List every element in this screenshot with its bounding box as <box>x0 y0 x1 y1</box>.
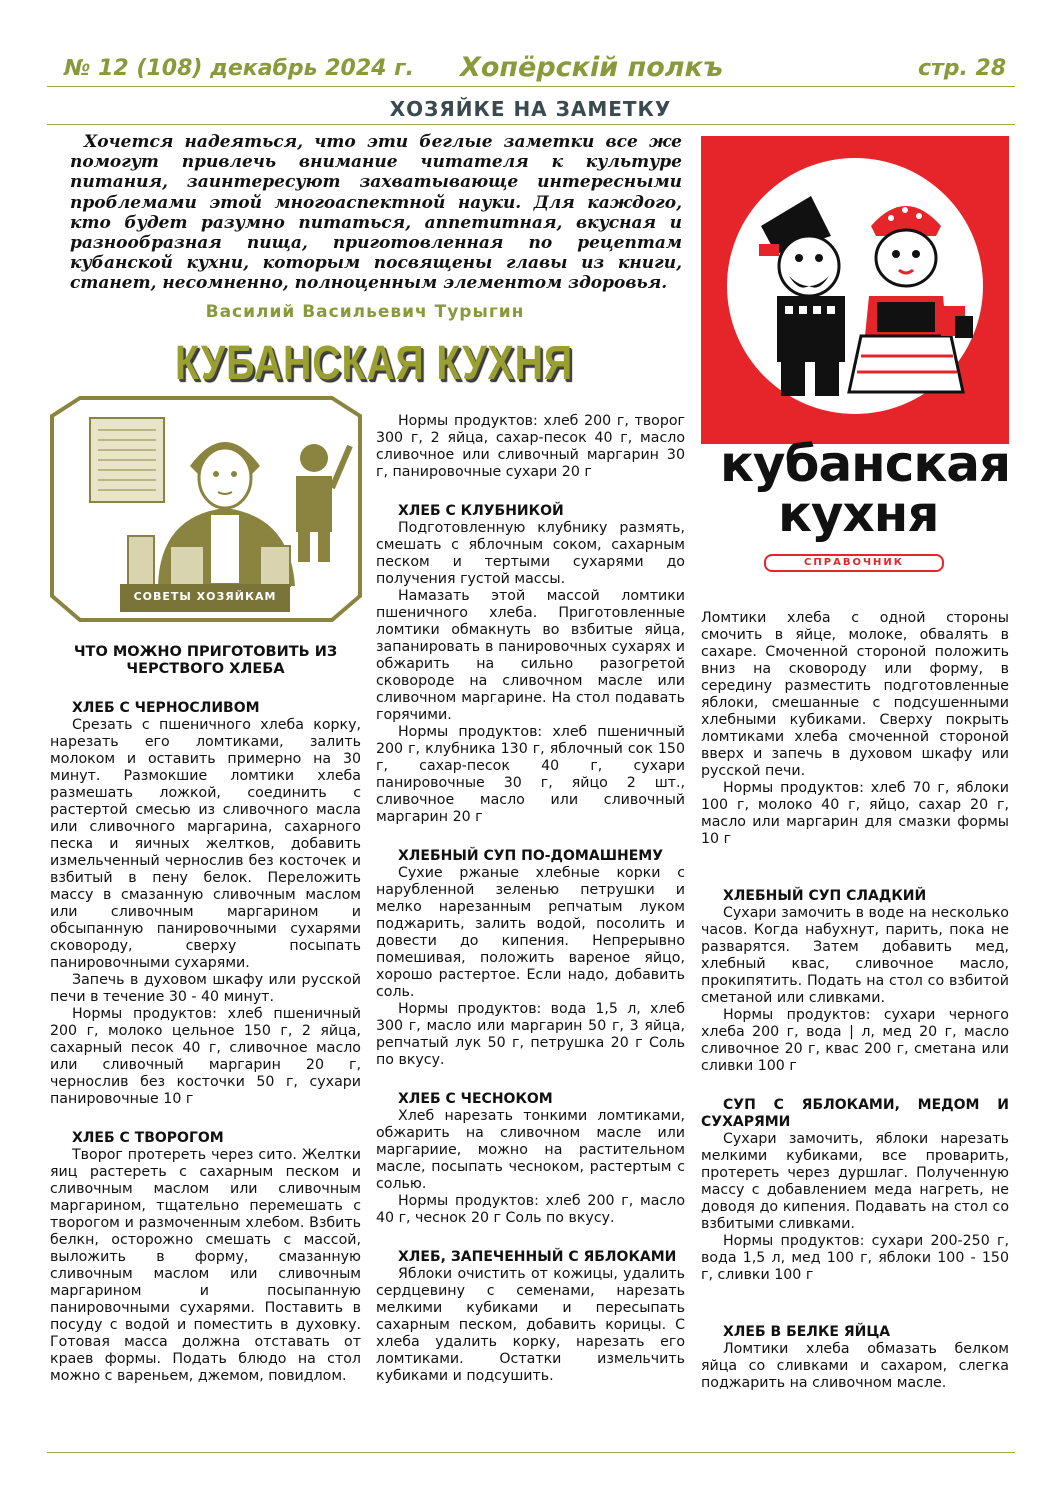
cover-title-line1: кубанская <box>720 435 1011 493</box>
recipe-title: СУП С ЯБЛОКАМИ, МЕДОМ И СУХАРЯМИ <box>701 1097 1009 1130</box>
column-3 <box>701 610 1009 1392</box>
column-2 <box>376 413 685 1385</box>
newspaper-name: Хопёрскій полкъ <box>460 52 724 83</box>
recipe-text: Ломтики хлеба обмазать белком яйца со сливками и сахаром, слегка поджарить на сливочном масле. <box>701 1341 1009 1391</box>
footer-divider <box>47 1452 1015 1453</box>
recipe-title: ХЛЕБ, ЗАПЕЧЕННЫЙ С ЯБЛОКАМИ <box>398 1249 677 1265</box>
issue-number: № 12 (108) декабрь 2024 г. <box>64 56 414 81</box>
recipe-text: Подготовленную клубнику размять, смешать с яблочным соком, сахарным песком и тертыми сухарями до получения густой массы. <box>376 520 685 587</box>
illustration-caption: СОВЕТЫ ХОЗЯЙКАМ <box>133 590 277 603</box>
recipe-text: Хлеб нарезать тонкими ломтиками, обжарить на сливочном масле или маргариие, можно на растительном масле, посыпать чесноком, растертым с солью. <box>376 1108 685 1192</box>
recipe-title: ХЛЕБ С ЧЕСНОКОМ <box>398 1091 553 1107</box>
illustration-drawing <box>50 396 362 622</box>
recipe-text: Творог протереть через сито. Желтки яиц растереть с сахарным песком и сливочным маслом или сливочным маргарином, тщательно перемешать с творогом и размоченным хлебом. Взбить белкн, осторожно смешать с массой, выложить в форму, смазанную сливочным маслом или сливочным маргарином и посыпанную панировочными сухарями. Поставить в посуду с водой и поместить в духовку. Готовая масса должна отставать от краев формы. Подать блюдо на стол можно с вареньем, джемом, повидлом. <box>50 1147 361 1384</box>
section-divider <box>47 124 1015 125</box>
recipe-norms: Нормы продуктов: сухари 200-250 г, вода 1,5 л, мед 100 г, яблоки 100 - 150 г, сливки 100 г <box>701 1233 1009 1283</box>
section-title: ХОЗЯЙКЕ НА ЗАМЕТКУ <box>389 97 672 121</box>
cover-title-line2: кухня <box>778 485 939 543</box>
page-number: стр. 28 <box>918 56 1007 81</box>
recipe-text: Сухари замочить, яблоки нарезать мелкими кубиками, все проварить, протереть через дуршлаг. Полученную массу с добавлением меда нагреть, не доводя до кипения. Подавать на стол со взбитыми сливками. <box>701 1131 1009 1232</box>
recipe-title: ХЛЕБ В БЕЛКЕ ЯЙЦА <box>723 1324 891 1340</box>
recipe-norms: Нормы продуктов: вода 1,5 л, хлеб 300 г, масло или маргарин 50 г, 3 яйца, репчатый лук 50 г, петрушка 20 г Соль по вкусу. <box>376 1001 685 1068</box>
cossack-couple-drawing <box>701 136 1009 444</box>
intro-text: Хочется надеяться, что эти беглые заметки все же помогут привлечь внимание читателя к культуре питания, заинтересуют захватывающе интересными проблемами этой многоаспектной науки. Для каждого, кто будет разумно питаться, аппетитная, вкусная и разнообразная пища, приготовленная по рецептам кубанской кухни, которым посвящены главы из книги, станет, несомненно, полноценным элементом здоровья. <box>70 132 682 294</box>
recipe-norms: Нормы продуктов: хлеб пшеничный 200 г, клубника 130 г, яблочный сок 150 г, сахар-песок 40 г, сухари панировочные 30 г, яйцо 2 шт., сливочное масло или сливочный маргарин 20 г <box>376 724 685 825</box>
recipe-norms: Нормы продуктов: хлеб 200 г, творог 300 г, 2 яйца, сахар-песок 40 г, масло сливочное или сливочный маргарин 30 г, панировочные сухари 20 г <box>376 413 685 480</box>
recipe-text: Сухари замочить в воде на несколько часов. Когда набухнут, парить, пока не разварятся. Затем добавить мед, хлебный квас, сливочное масло, прокипятить. Подать на стол со взбитой сметаной или сливками. <box>701 905 1009 1006</box>
cover-badge: СПРАВОЧНИК <box>764 554 944 572</box>
recipe-norms: Нормы продуктов: хлеб 70 г, яблоки 100 г, молоко 40 г, яйцо, сахар 20 г, масло или маргарин для смазки формы 10 г <box>701 780 1009 847</box>
book-cover-image <box>701 136 1009 444</box>
recipe-title: ХЛЕБ С ТВОРОГОМ <box>72 1130 224 1146</box>
recipe-title: ХЛЕБ С ЧЕРНОСЛИВОМ <box>72 700 260 716</box>
recipe-text: Сухие ржаные хлебные корки с нарубленной зеленью петрушки и мелко нарезанным репчатым луком поджарить, залить водой, посолить и довести до кипения. Непрерывно помешивая, положить вареное яйцо, хорошо растертое. Если надо, добавить соль. <box>376 865 685 1000</box>
recipe-text: Запечь в духовом шкафу или русской печи в течение 30 - 40 минут. <box>50 972 361 1005</box>
recipe-norms: Нормы продуктов: сухари черного хлеба 200 г, вода | л, мед 20 г, масло сливочное 20 г, квас 200 г, сметана или сливки 100 г <box>701 1007 1009 1074</box>
recipe-norms: Нормы продуктов: хлеб пшеничный 200 г, молоко цельное 150 г, 2 яйца, сахарный песок 40 г, сливочное масло или сливочный маргарин 20 г, чернослив без косточки 50 г, сухари панировочные 10 г <box>50 1006 361 1107</box>
recipe-title: ХЛЕБНЫЙ СУП ПО-ДОМАШНЕМУ <box>398 848 663 864</box>
recipe-title: ХЛЕБНЫЙ СУП СЛАДКИЙ <box>723 888 927 904</box>
article-heading: ЧТО МОЖНО ПРИГОТОВИТЬ ИЗ ЧЕРСТВОГО ХЛЕБА <box>73 644 338 677</box>
recipe-text: Срезать с пшеничного хлеба корку, нарезать его ломтиками, залить молоком и оставить примерно на 30 минут. Размокшие ломтики хлеба размешать ложкой, соединить с растертой смесью из сливочного масла или сливочного маргарина, сахарного песка и яичных желтков, добавить измельченный чернослив без косточек и взбитый в пену белок. Переложить массу в смазанную сливочным маслом или сливочным маргарином и обсыпанную панировочными сухарями сковороду, сверху посыпать панировочными сухарями. <box>50 717 361 971</box>
author-name: Василий Васильевич Турыгин <box>205 302 525 322</box>
recipe-norms: Нормы продуктов: хлеб 200 г, масло 40 г, чеснок 20 г Соль по вкусу. <box>376 1193 685 1226</box>
book-title: КУБАНСКАЯ КУХНЯ <box>175 337 573 390</box>
recipe-text: Яблоки очистить от кожицы, удалить сердцевину с семенами, нарезать мелкими кубиками и пересыпать сахарным песком, добавить корицы. С хлеба удалить корку, нарезать его ломтиками. Остатки измельчить кубиками и подсушить. <box>376 1266 685 1384</box>
illustration-sovety <box>50 396 362 622</box>
recipe-title: ХЛЕБ С КЛУБНИКОЙ <box>398 503 564 519</box>
header-divider <box>47 86 1015 87</box>
recipe-text: Намазать этой массой ломтики пшеничного хлеба. Приготовленные ломтики обмакнуть во взбитые яйца, запанировать в панировочных сухарях и обжарить на сильно разогретой сковороде на сливочном масле или сливочном маргарине. На стол подавать горячими. <box>376 588 685 723</box>
recipe-text: Ломтики хлеба с одной стороны смочить в яйце, молоке, обвалять в сахаре. Смоченной стороной положить вниз на сковороду или форму, в середину разместить подготовленные яблоки, смешанные с подсушенными хлебными кубиками. Сверху покрыть ломтиками хлеба смоченной стороной вверх и запечь в духовом шкафу или русской печи. <box>701 610 1009 779</box>
column-1 <box>50 644 361 1385</box>
